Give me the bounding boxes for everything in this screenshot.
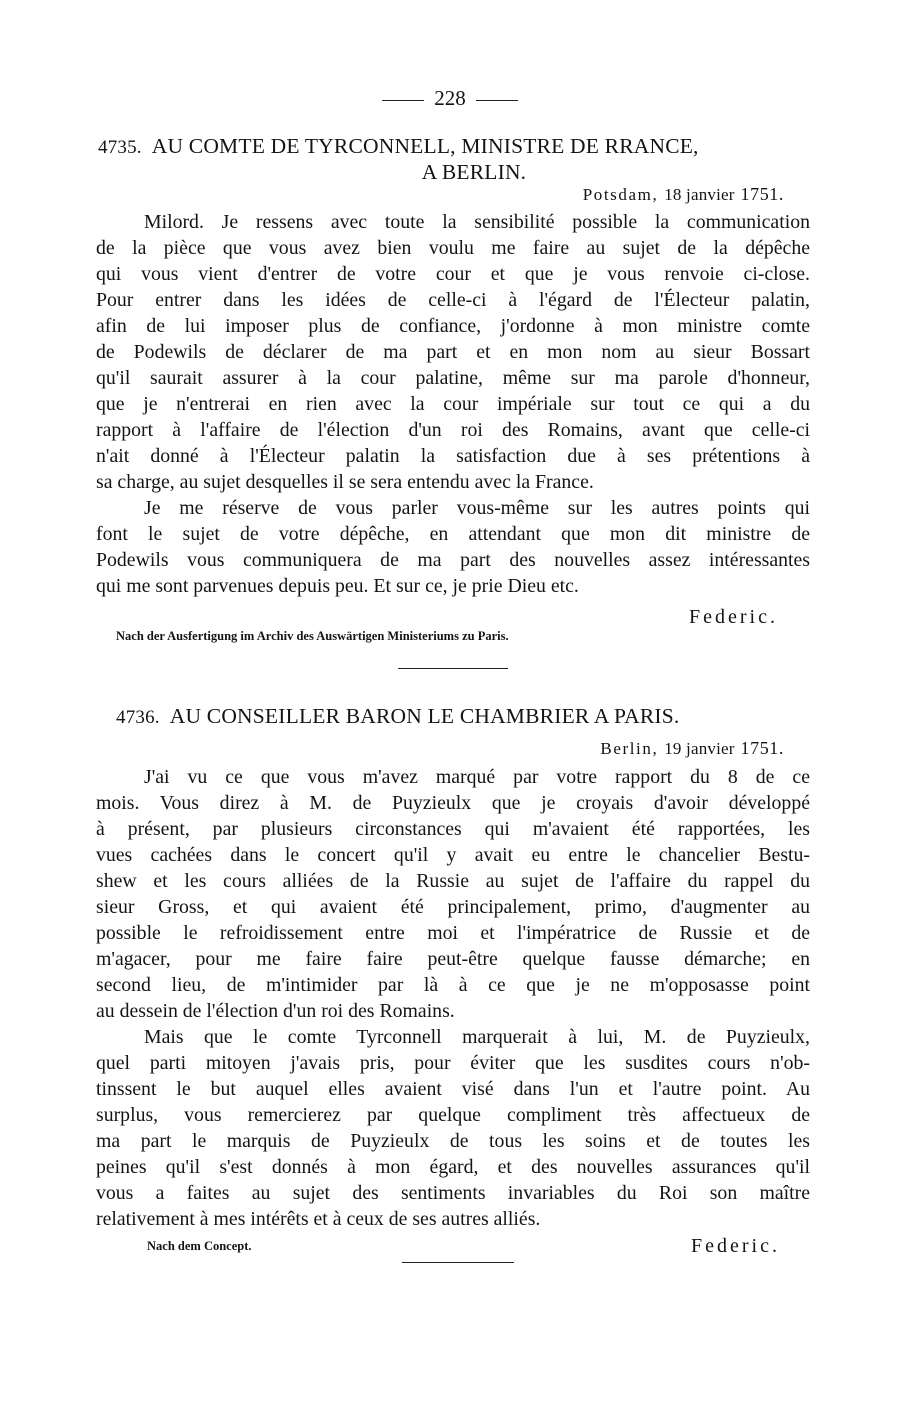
text-line: qui vous vient d'entrer de votre cour et que je vous renvoie ci-close. xyxy=(96,263,810,285)
letter-4735-signature: Federic. xyxy=(689,606,778,628)
section-divider xyxy=(402,1262,514,1263)
letter-4736-heading xyxy=(116,704,806,730)
text-line: sieur Gross, et qui avaient été principalement, primo, d'augmenter au xyxy=(96,896,810,918)
letter-4735-body xyxy=(96,209,810,599)
text-line: afin de lui imposer plus de confiance, j'ordonne à mon ministre comte xyxy=(96,315,810,337)
dateline-place: Berlin, xyxy=(600,739,659,758)
section-divider xyxy=(398,668,508,669)
page-number-right-dash xyxy=(476,100,518,101)
letter-title: AU COMTE DE TYRCONNELL, MINISTRE DE RRANCE, xyxy=(151,134,699,158)
text-line: font le sujet de votre dépêche, en attendant que mon dit ministre de xyxy=(96,523,810,545)
letter-number: 4736. xyxy=(116,707,160,728)
letter-4736-dateline xyxy=(600,738,784,759)
dateline-date: 19 janvier xyxy=(664,739,735,758)
text-line: mois. Vous direz à M. de Puyzieulx que je croyais d'avoir développé xyxy=(96,792,810,814)
letter-4735-dateline xyxy=(583,184,784,205)
dateline-place: Potsdam, xyxy=(582,185,659,204)
text-line: à présent, par plusieurs circonstances qui m'avaient été rapportées, les xyxy=(96,818,810,840)
dateline-year: 1751. xyxy=(740,738,784,758)
text-line: Podewils vous communiquera de ma part des nouvelles assez intéressantes xyxy=(96,549,810,571)
text-line: qu'il saurait assurer à la cour palatine, même sur ma parole d'honneur, xyxy=(96,367,810,389)
page-number xyxy=(0,86,900,110)
text-line: de Podewils de déclarer de ma part et en mon nom au sieur Bossart xyxy=(96,341,810,363)
letter-4736-source-note: Nach dem Concept. xyxy=(147,1239,252,1253)
letter-title: AU CONSEILLER BARON LE CHAMBRIER A PARIS. xyxy=(169,704,680,728)
letter-4736-body xyxy=(96,764,810,1232)
text-line: surplus, vous remercierez par quelque compliment très affectueux de xyxy=(96,1104,810,1126)
text-line: shew et les cours alliées de la Russie au sujet de l'affaire du rappel du xyxy=(96,870,810,892)
letter-4736-signature: Federic. xyxy=(691,1235,780,1257)
text-line: qui me sont parvenues depuis peu. Et sur ce, je prie Dieu etc. xyxy=(96,575,579,597)
text-line: vues cachées dans le concert qu'il y avait eu entre le chancelier Bestu- xyxy=(96,844,810,866)
text-line: m'agacer, pour me faire faire peut-être quelque fausse démarche; en xyxy=(96,948,810,970)
text-line: peines qu'il s'est donnés à mon égard, et des nouvelles assurances qu'il xyxy=(96,1156,810,1178)
text-line: que je n'entrerai en rien avec la cour impériale sur tout ce qui a du xyxy=(96,393,810,415)
dateline-date: 18 janvier xyxy=(664,185,735,204)
text-line: n'ait donné à l'Électeur palatin la satisfaction due à ses prétentions à xyxy=(96,445,810,467)
text-line: second lieu, de m'intimider par là à ce que je ne m'opposasse point xyxy=(96,974,810,996)
text-line: vous a faites au sujet des sentiments invariables du Roi son maître xyxy=(96,1182,810,1204)
dateline-year: 1751. xyxy=(740,184,784,204)
text-line: rapport à l'affaire de l'élection d'un roi des Romains, avant que celle-ci xyxy=(96,419,810,441)
text-line: ma part le marquis de Puyzieulx de tous les soins et de toutes les xyxy=(96,1130,810,1152)
text-line: relativement à mes intérêts et à ceux de ses autres alliés. xyxy=(96,1208,541,1230)
letter-4735-source-note: Nach der Ausfertigung im Archiv des Auswärtigen Ministeriums zu Paris. xyxy=(116,629,509,643)
text-line: Je me réserve de vous parler vous-même sur les autres points qui xyxy=(144,497,810,519)
text-line: quel parti mitoyen j'avais pris, pour éviter que les susdites cours n'ob- xyxy=(96,1052,810,1074)
text-line: Pour entrer dans les idées de celle-ci à l'égard de l'Électeur palatin, xyxy=(96,289,810,311)
letter-number: 4735. xyxy=(98,137,142,158)
text-line: sa charge, au sujet desquelles il se sera entendu avec la France. xyxy=(96,471,594,493)
text-line: possible le refroidissement entre moi et l'impératrice de Russie et de xyxy=(96,922,810,944)
page-number-left-dash xyxy=(382,100,424,101)
text-line: au dessein de l'élection d'un roi des Romains. xyxy=(96,1000,455,1022)
letter-4735-heading xyxy=(98,134,810,184)
text-line: de la pièce que vous avez bien voulu me faire au sujet de la dépêche xyxy=(96,237,810,259)
text-line: tinssent le but auquel elles avaient visé dans l'un et l'autre point. Au xyxy=(96,1078,810,1100)
text-line: Mais que le comte Tyrconnell marquerait à lui, M. de Puyzieulx, xyxy=(144,1026,810,1048)
text-line: J'ai vu ce que vous m'avez marqué par votre rapport du 8 de ce xyxy=(144,766,810,788)
letter-title-line2: A BERLIN. xyxy=(421,160,527,184)
page-number-text: 228 xyxy=(434,86,466,110)
text-line: Milord. Je ressens avec toute la sensibilité possible la communication xyxy=(144,211,810,233)
